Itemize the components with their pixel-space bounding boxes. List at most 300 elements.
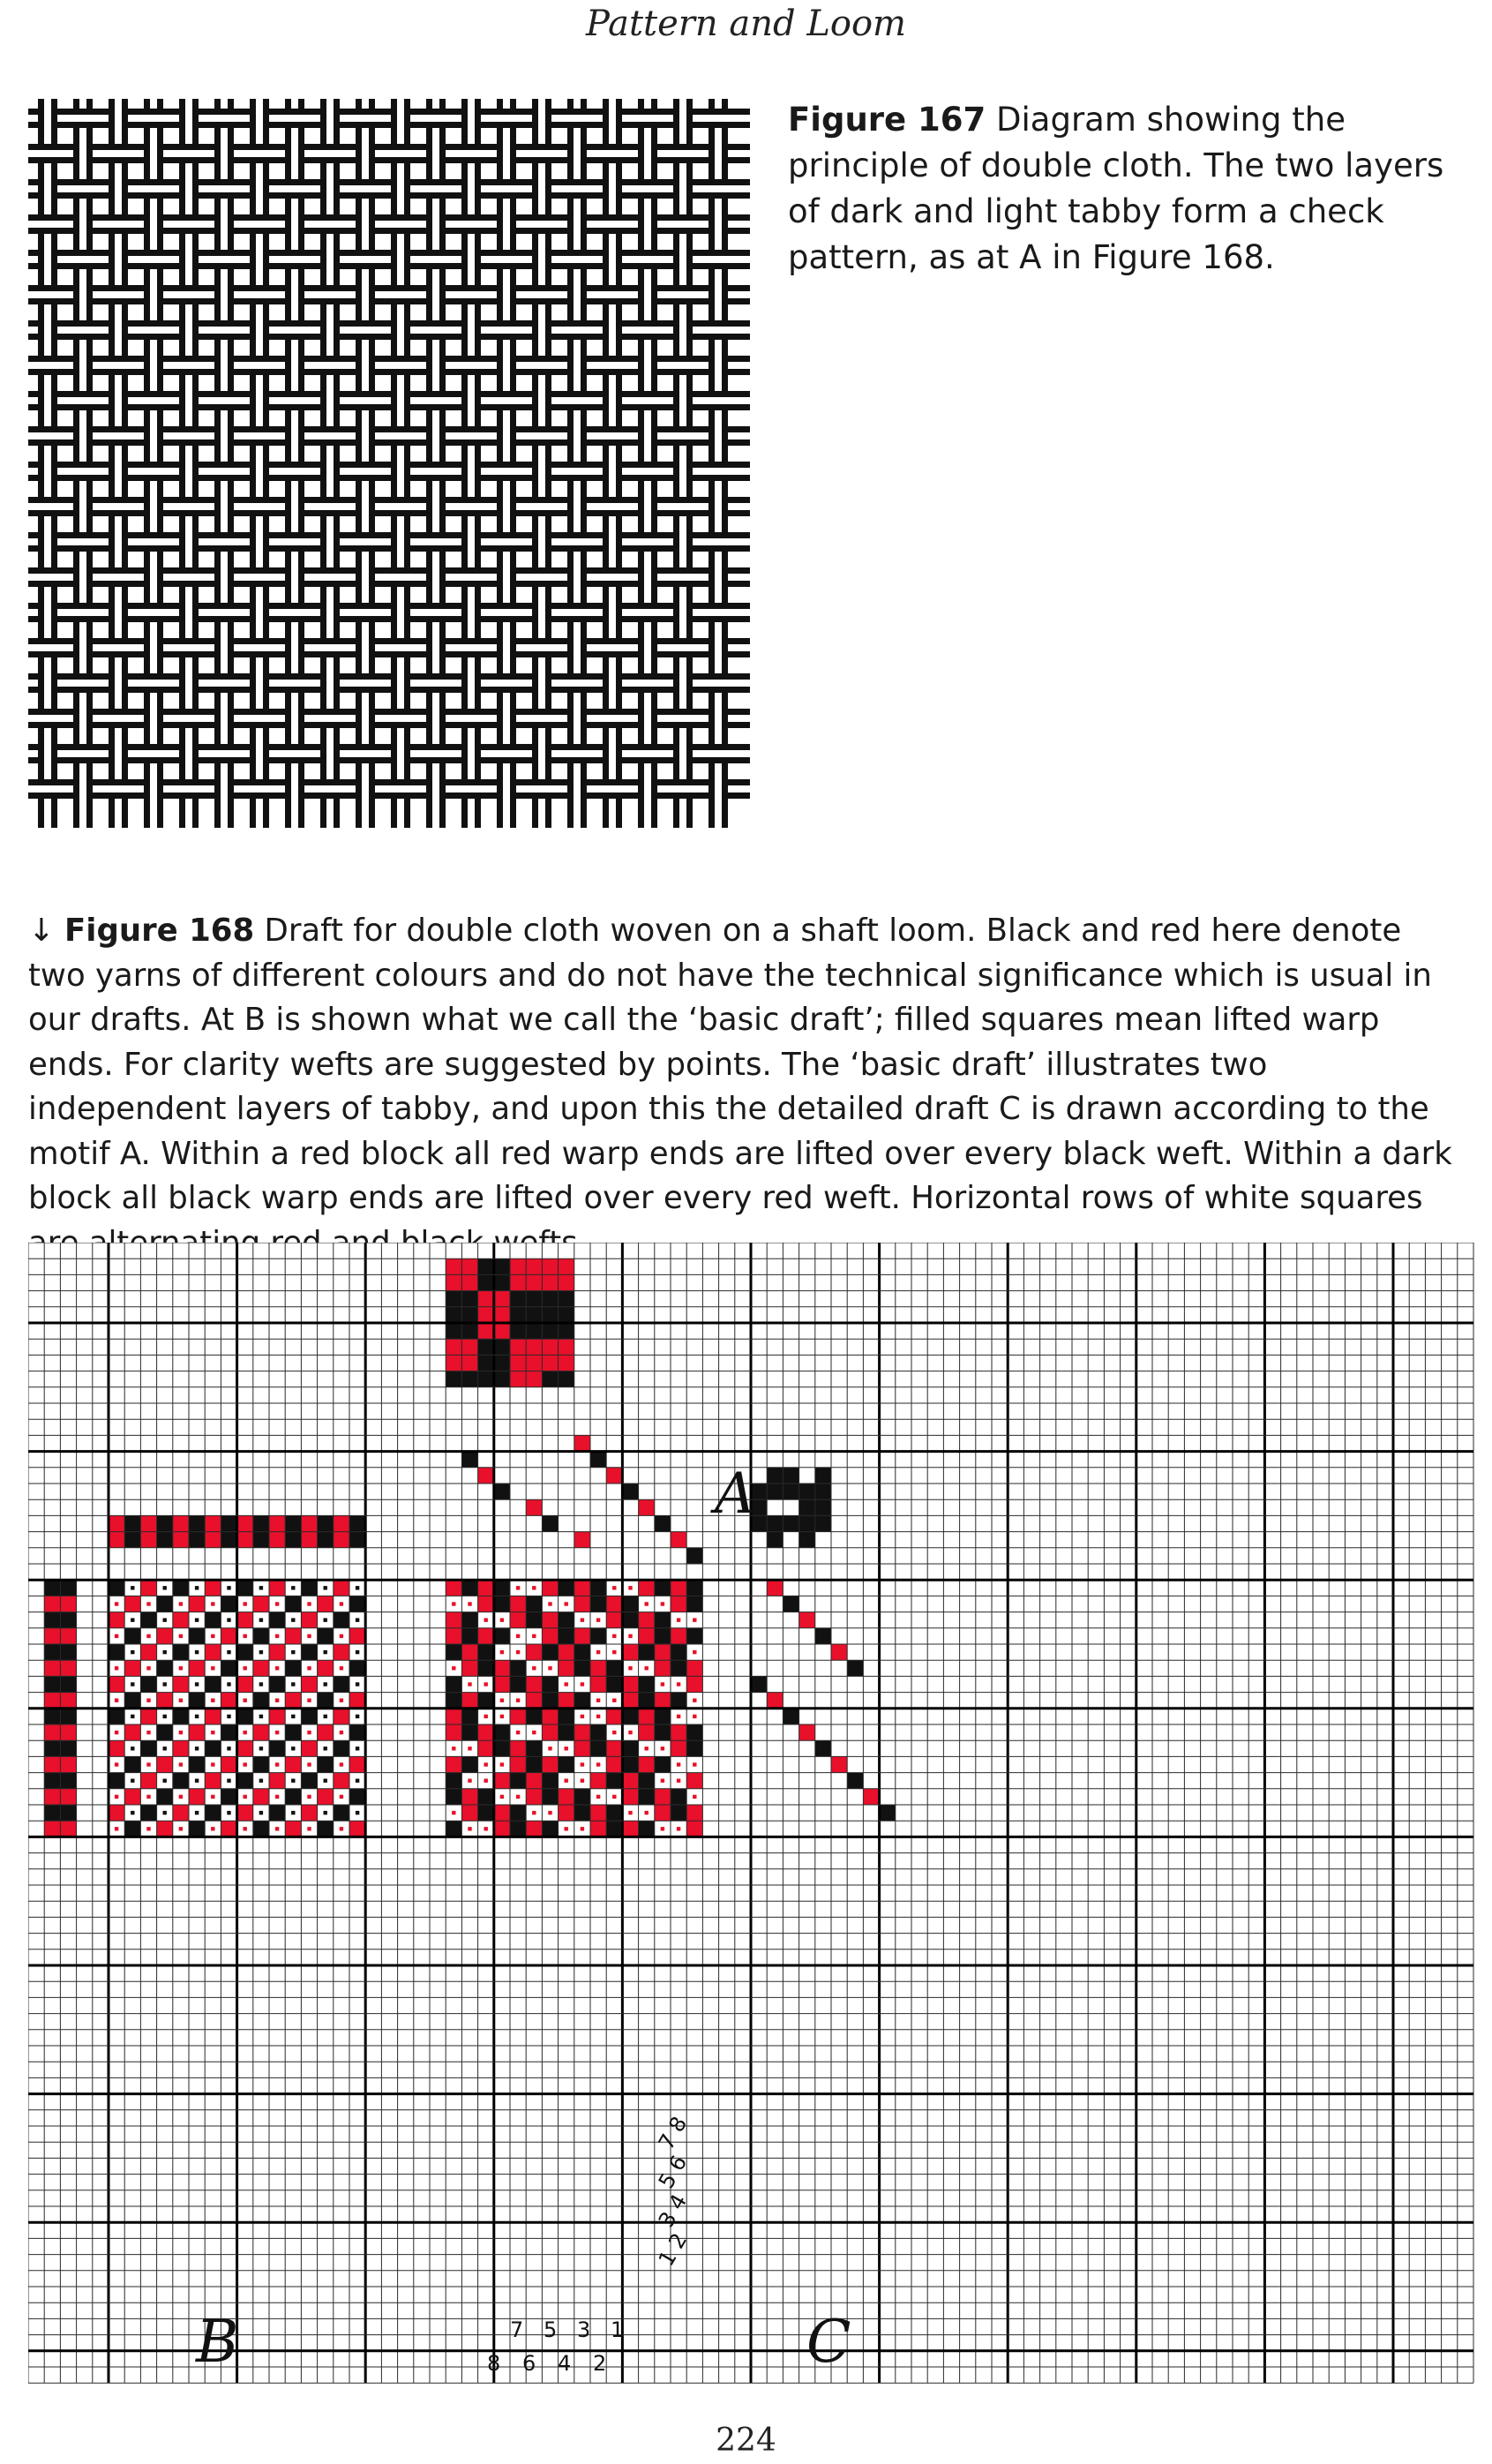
weft-point: [645, 1747, 649, 1750]
draft-c-cell: [574, 1628, 590, 1644]
weft-point: [146, 1731, 150, 1734]
draft-c-cell: [655, 1709, 671, 1724]
draft-b-cell: [221, 1596, 236, 1611]
weft-over-light: [707, 680, 730, 687]
tieup-diag-cell: [847, 1773, 863, 1789]
motif-a-cell: [494, 1323, 510, 1339]
weft-point: [195, 1682, 199, 1686]
draft-b-cell: [140, 1644, 156, 1660]
draft-c-cell: [639, 1756, 655, 1772]
tieup-cell: [44, 1756, 60, 1772]
weft-point: [146, 1699, 150, 1702]
weft-over-light: [36, 715, 59, 722]
weft-point: [115, 1762, 118, 1766]
weft-over-light: [177, 715, 200, 722]
warp-over-light: [679, 672, 686, 695]
weft-point: [581, 1762, 584, 1766]
draft-b-cell: [334, 1676, 349, 1692]
draft-c-cell: [655, 1612, 671, 1628]
draft-b-cell: [269, 1805, 285, 1821]
draft-b-cell: [253, 1596, 269, 1611]
warp-over-light: [468, 530, 475, 553]
weft-over-light: [389, 644, 412, 651]
warp-over-light: [150, 707, 157, 730]
warp-over-light: [679, 319, 686, 342]
threading-cell: [140, 1532, 156, 1548]
draft-b-cell: [253, 1821, 269, 1837]
draft-b-cell: [157, 1693, 173, 1709]
warp-over-light: [185, 319, 192, 342]
weft-point: [596, 1699, 600, 1702]
warp-over-light: [256, 248, 263, 271]
weft-point: [677, 1619, 680, 1622]
weft-over-light: [107, 715, 130, 722]
weft-over-light: [601, 150, 624, 157]
draft-b-cell: [318, 1628, 334, 1644]
weft-over-light: [389, 362, 412, 369]
warp-over-light: [362, 213, 369, 236]
warp-over-light: [538, 319, 545, 342]
threading-cell: [301, 1532, 317, 1548]
warp-over-light: [150, 283, 157, 306]
motif-a-cell: [461, 1258, 477, 1274]
warp-over-light: [432, 424, 439, 447]
motif-a-cell: [494, 1339, 510, 1355]
weft-over-light: [283, 750, 306, 757]
draft-b-cell: [318, 1693, 334, 1709]
warp-over-light: [644, 283, 651, 306]
motif-a-cell: [559, 1274, 574, 1290]
motif-a-cell: [478, 1323, 494, 1339]
warp-over-light: [362, 636, 369, 659]
diag-cell: [671, 1532, 686, 1548]
warp-over-light: [644, 495, 651, 518]
weft-over-light: [636, 185, 659, 192]
draft-b-cell: [109, 1644, 124, 1660]
draft-b-cell: [269, 1612, 285, 1628]
draft-c-cell: [671, 1580, 686, 1596]
tieup-cell: [44, 1628, 60, 1644]
warp-over-light: [150, 636, 157, 659]
draft-b-cell: [285, 1724, 301, 1740]
warp-over-light: [185, 460, 192, 483]
weft-point: [500, 1762, 504, 1766]
weft-point: [131, 1747, 134, 1750]
small-motif-cell: [815, 1468, 831, 1484]
weft-point: [324, 1619, 327, 1622]
weft-point: [227, 1779, 230, 1783]
draft-c-cell: [542, 1773, 558, 1789]
draft-b-cell: [173, 1773, 189, 1789]
draft-c-cell: [590, 1740, 606, 1756]
weft-point: [596, 1619, 600, 1622]
warp-over-light: [256, 107, 263, 130]
draft-c-cell: [542, 1724, 558, 1740]
draft-c-cell: [639, 1580, 655, 1596]
draft-c-cell: [494, 1821, 510, 1837]
warp-over-light: [291, 495, 298, 518]
tieup-cell: [60, 1756, 76, 1772]
weft-over-light: [248, 362, 271, 369]
motif-a-cell: [526, 1307, 542, 1323]
tieup-cell: [60, 1628, 76, 1644]
draft-c-cell: [639, 1628, 655, 1644]
weft-point: [179, 1699, 183, 1702]
weft-point: [565, 1779, 568, 1783]
weft-over-light: [319, 574, 341, 581]
draft-b-cell: [157, 1724, 173, 1740]
treadle-num-1: 1: [611, 2318, 625, 2342]
motif-a-cell: [510, 1307, 526, 1323]
weft-over-light: [71, 750, 94, 757]
weft-point: [468, 1682, 471, 1686]
draft-c-cell: [574, 1660, 590, 1676]
warp-over-light: [397, 389, 404, 412]
draft-b-cell: [221, 1724, 236, 1740]
warp-over-light: [291, 354, 298, 377]
weft-over-light: [566, 115, 589, 122]
weft-point: [307, 1602, 311, 1605]
warp-over-light: [44, 319, 51, 342]
weft-over-light: [530, 785, 553, 793]
warp-over-light: [574, 424, 581, 447]
threading-cell: [237, 1515, 253, 1531]
weft-over-light: [71, 185, 94, 192]
weft-over-light: [495, 538, 518, 545]
weft-over-light: [36, 150, 59, 157]
tieup-diag-cell: [799, 1724, 815, 1740]
warp-over-light: [115, 672, 122, 695]
weft-over-light: [213, 680, 236, 687]
warp-over-light: [574, 566, 581, 589]
draft-c-cell: [446, 1644, 461, 1660]
motif-a-cell: [478, 1291, 494, 1307]
shaft-num-56: 5 6: [653, 2151, 693, 2193]
weft-point: [291, 1715, 295, 1718]
draft-c-cell: [494, 1805, 510, 1821]
weft-over-light: [601, 644, 624, 651]
draft-c-cell: [510, 1676, 526, 1692]
weft-point: [340, 1795, 343, 1799]
draft-c-cell: [606, 1805, 622, 1821]
weft-point: [677, 1827, 680, 1830]
weft-point: [244, 1731, 247, 1734]
draft-c-cell: [639, 1612, 655, 1628]
weft-over-light: [248, 503, 271, 510]
draft-b-cell: [140, 1773, 156, 1789]
weft-point: [581, 1715, 584, 1718]
draft-c-cell: [478, 1660, 494, 1676]
small-motif-cell: [799, 1532, 815, 1548]
warp-over-light: [397, 460, 404, 483]
weft-point: [628, 1634, 632, 1638]
draft-b-cell: [301, 1644, 317, 1660]
small-motif-cell: [767, 1532, 783, 1548]
weft-over-light: [283, 185, 306, 192]
weft-over-light: [71, 538, 94, 545]
weft-over-light: [71, 256, 94, 263]
weft-point: [356, 1650, 359, 1654]
weft-over-light: [107, 503, 130, 510]
warp-over-light: [503, 424, 510, 447]
motif-a-cell: [494, 1355, 510, 1371]
draft-c-cell: [622, 1596, 638, 1611]
weft-point: [227, 1715, 230, 1718]
warp-over-light: [221, 636, 228, 659]
draft-c-cell: [559, 1660, 574, 1676]
diag-cell: [655, 1515, 671, 1531]
draft-c-cell: [446, 1709, 461, 1724]
weft-over-light: [283, 327, 306, 334]
draft-b-cell: [124, 1596, 140, 1611]
weft-over-light: [460, 574, 483, 581]
warp-over-light: [538, 742, 545, 765]
draft-c-cell: [494, 1773, 510, 1789]
draft-b-cell: [221, 1821, 236, 1837]
draft-c-cell: [542, 1644, 558, 1660]
weft-over-light: [107, 644, 130, 651]
draft-b-cell: [253, 1693, 269, 1709]
weft-over-light: [319, 150, 341, 157]
diag-cell: [622, 1484, 638, 1499]
warp-over-light: [79, 495, 86, 518]
draft-c-cell: [671, 1628, 686, 1644]
treadle-num-2: 2: [593, 2351, 607, 2376]
weft-point: [179, 1762, 183, 1766]
draft-c-cell: [461, 1580, 477, 1596]
warp-over-light: [644, 778, 651, 800]
weft-point: [340, 1762, 343, 1766]
weft-over-light: [495, 750, 518, 757]
warp-over-light: [609, 460, 616, 483]
warp-over-light: [150, 142, 157, 165]
draft-c-cell: [622, 1740, 638, 1756]
weft-over-light: [671, 644, 694, 651]
draft-b-cell: [237, 1676, 253, 1692]
weft-point: [275, 1634, 279, 1638]
weft-point: [291, 1682, 295, 1686]
draft-c-cell: [590, 1805, 606, 1821]
draft-c-cell: [606, 1709, 622, 1724]
weft-point: [146, 1666, 150, 1670]
draft-b-cell: [173, 1676, 189, 1692]
draft-c-cell: [526, 1676, 542, 1692]
warp-over-light: [291, 636, 298, 659]
weft-over-light: [495, 185, 518, 192]
weft-point: [565, 1682, 568, 1686]
warp-over-light: [362, 778, 369, 800]
weft-over-light: [389, 150, 412, 157]
weft-over-light: [566, 680, 589, 687]
weft-point: [661, 1747, 664, 1750]
motif-a-cell: [461, 1339, 477, 1355]
weft-point: [596, 1762, 600, 1766]
double-cloth-diagram: [28, 99, 750, 828]
draft-c-cell: [559, 1644, 574, 1660]
weft-point: [356, 1682, 359, 1686]
motif-a-cell: [526, 1371, 542, 1387]
motif-a-cell: [542, 1307, 558, 1323]
weft-over-light: [671, 291, 694, 298]
draft-b-cell: [189, 1821, 205, 1837]
motif-a-cell: [542, 1274, 558, 1290]
weft-over-light: [707, 327, 730, 334]
weft-point: [340, 1602, 343, 1605]
weft-over-light: [319, 362, 341, 369]
weft-over-light: [107, 785, 130, 793]
draft-c-cell: [574, 1789, 590, 1805]
weft-point: [693, 1619, 696, 1622]
motif-a-cell: [542, 1371, 558, 1387]
weft-point: [500, 1650, 504, 1654]
weft-point: [179, 1731, 183, 1734]
weft-over-light: [177, 574, 200, 581]
motif-a-cell: [478, 1371, 494, 1387]
draft-b-cell: [140, 1580, 156, 1596]
weft-point: [259, 1715, 263, 1718]
warp-over-light: [256, 177, 263, 200]
draft-c-cell: [526, 1789, 542, 1805]
weft-point: [693, 1762, 696, 1766]
weft-point: [195, 1586, 199, 1589]
motif-a-cell: [526, 1323, 542, 1339]
weft-point: [275, 1731, 279, 1734]
weft-over-light: [107, 362, 130, 369]
warp-over-light: [362, 707, 369, 730]
threading-cell: [157, 1515, 173, 1531]
motif-a-cell: [559, 1323, 574, 1339]
weft-point: [115, 1634, 118, 1638]
warp-over-light: [609, 530, 616, 553]
weft-over-light: [248, 291, 271, 298]
weft-over-light: [71, 609, 94, 616]
weft-point: [275, 1699, 279, 1702]
weft-point: [532, 1731, 536, 1734]
weft-point: [452, 1811, 455, 1814]
warp-over-light: [432, 142, 439, 165]
draft-b-cell: [253, 1724, 269, 1740]
draft-b-cell: [205, 1805, 221, 1821]
threading-cell: [349, 1515, 365, 1531]
weft-over-light: [142, 185, 165, 192]
draft-b-cell: [173, 1740, 189, 1756]
draft-c-cell: [590, 1676, 606, 1692]
motif-a-cell: [510, 1291, 526, 1307]
weft-point: [163, 1779, 167, 1783]
draft-c-cell: [510, 1740, 526, 1756]
draft-c-cell: [526, 1596, 542, 1611]
warp-over-light: [79, 283, 86, 306]
draft-c-cell: [590, 1660, 606, 1676]
weft-point: [645, 1811, 649, 1814]
draft-b-cell: [301, 1740, 317, 1756]
weft-point: [291, 1619, 295, 1622]
weft-over-light: [601, 785, 624, 793]
warp-over-light: [468, 248, 475, 271]
draft-b-cell: [269, 1676, 285, 1692]
weft-point: [244, 1699, 247, 1702]
threading-cell: [205, 1515, 221, 1531]
draft-c-cell: [446, 1789, 461, 1805]
warp-over-light: [185, 530, 192, 553]
weft-over-light: [354, 327, 377, 334]
draft-c-cell: [639, 1789, 655, 1805]
weft-point: [516, 1699, 520, 1702]
weft-over-light: [36, 291, 59, 298]
weft-point: [307, 1731, 311, 1734]
draft-c-cell: [526, 1644, 542, 1660]
weft-over-light: [530, 150, 553, 157]
tieup-diag-cell: [815, 1628, 831, 1644]
warp-over-light: [468, 319, 475, 342]
diag-cell: [606, 1468, 622, 1484]
draft-b-cell: [253, 1756, 269, 1772]
draft-c-cell: [542, 1756, 558, 1772]
weft-over-light: [424, 185, 447, 192]
tieup-cell: [60, 1805, 76, 1821]
draft-b-cell: [237, 1612, 253, 1628]
weft-point: [131, 1682, 134, 1686]
weft-point: [340, 1827, 343, 1830]
weft-point: [259, 1619, 263, 1622]
weft-point: [516, 1586, 520, 1589]
draft-c-cell: [622, 1789, 638, 1805]
weft-over-light: [495, 609, 518, 616]
draft-b-cell: [189, 1693, 205, 1709]
motif-a-cell: [526, 1274, 542, 1290]
warp-over-light: [644, 707, 651, 730]
draft-c-cell: [494, 1628, 510, 1644]
weft-over-light: [671, 362, 694, 369]
weft-point: [661, 1827, 664, 1830]
weft-point: [211, 1666, 214, 1670]
warp-over-light: [715, 213, 722, 236]
weft-point: [356, 1747, 359, 1750]
weft-point: [244, 1634, 247, 1638]
weft-over-light: [107, 574, 130, 581]
draft-c-cell: [574, 1693, 590, 1709]
warp-over-light: [44, 672, 51, 695]
draft-c-cell: [559, 1756, 574, 1772]
tieup-cell: [44, 1773, 60, 1789]
draft-c-cell: [461, 1756, 477, 1772]
weft-point: [227, 1650, 230, 1654]
weft-over-light: [248, 715, 271, 722]
warp-over-light: [503, 354, 510, 377]
weft-over-light: [424, 115, 447, 122]
warp-over-light: [432, 636, 439, 659]
weft-over-light: [177, 291, 200, 298]
weft-over-light: [424, 750, 447, 757]
motif-a-cell: [542, 1355, 558, 1371]
warp-over-light: [609, 389, 616, 412]
weft-over-light: [36, 644, 59, 651]
weft-point: [500, 1795, 504, 1799]
figure-167-caption: [788, 97, 1458, 281]
warp-over-light: [574, 283, 581, 306]
draft-c-cell: [446, 1756, 461, 1772]
draft-c-cell: [671, 1596, 686, 1611]
threading-cell: [173, 1515, 189, 1531]
draft-b-cell: [318, 1789, 334, 1805]
weft-point: [131, 1586, 134, 1589]
draft-c-cell: [510, 1596, 526, 1611]
warp-over-light: [715, 424, 722, 447]
weft-point: [115, 1731, 118, 1734]
weft-over-light: [495, 468, 518, 475]
warp-over-light: [715, 707, 722, 730]
tieup-diag-cell: [815, 1740, 831, 1756]
